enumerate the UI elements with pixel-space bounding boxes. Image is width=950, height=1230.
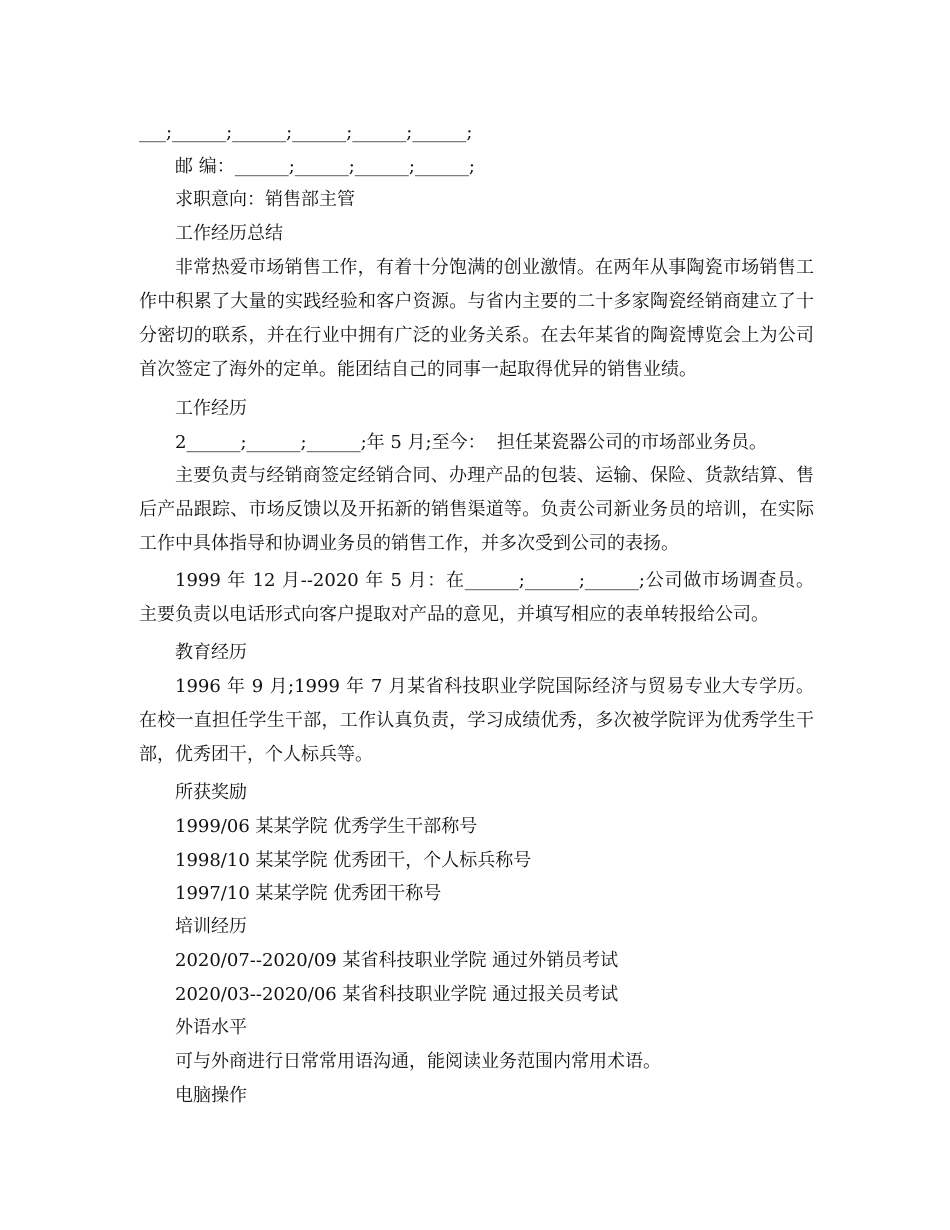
summary-heading: 工作经历总结 — [175, 223, 283, 244]
job1-period-line: 2______;______;______;年 5 月;至今： 担任某瓷器公司的市场部业务员。 — [175, 432, 768, 453]
awards-heading: 所获奖励 — [175, 782, 247, 803]
computer-heading: 电脑操作 — [175, 1085, 247, 1106]
training-item: 2020/03--2020/06 某省科技职业学院 通过报关员考试 — [175, 984, 619, 1005]
job2-description: 1999 年 12 月--2020 年 5 月：在______;______;______;公司做市场调查员。主要负责以电话形式向客户提取对产品的意见，并填写相应的表单转报给公司。 — [139, 570, 814, 625]
experience-heading: 工作经历 — [175, 398, 247, 419]
training-heading: 培训经历 — [175, 916, 247, 937]
summary-paragraph: 非常热爱市场销售工作，有着十分饱满的创业激情。在两年从事陶瓷市场销售工作中积累了大量的实践经验和客户资源。与省内主要的二十多家陶瓷经销商建立了十分密切的联系，并在行业中拥有广泛的业务关系。在去年某省的陶瓷博览会上为公司首次签定了海外的定单。能团结自己的同事一起取得优异的销售业绩。 — [139, 257, 814, 380]
contact-blanks-line: ___;______;______;______;______;______; — [139, 122, 473, 143]
language-text: 可与外商进行日常常用语沟通，能阅读业务范围内常用术语。 — [175, 1051, 661, 1072]
job1-description: 主要负责与经销商签定经销合同、办理产品的包装、运输、保险、货款结算、售后产品跟踪、市场反馈以及开拓新的销售渠道等。负责公司新业务员的培训，在实际工作中具体指导和协调业务员的销售工作，并多次受到公司的表扬。 — [139, 465, 814, 554]
award-item: 1999/06 某某学院 优秀学生干部称号 — [175, 816, 478, 837]
award-item: 1998/10 某某学院 优秀团干，个人标兵称号 — [175, 850, 532, 871]
postal-code-line: 邮 编：______;______;______;______; — [175, 156, 475, 177]
education-heading: 教育经历 — [175, 642, 247, 663]
training-item: 2020/07--2020/09 某省科技职业学院 通过外销员考试 — [175, 950, 619, 971]
language-heading: 外语水平 — [175, 1017, 247, 1038]
education-paragraph: 1996 年 9 月;1999 年 7 月某省科技职业学院国际经济与贸易专业大专学历。在校一直担任学生干部，工作认真负责，学习成绩优秀，多次被学院评为优秀学生干部，优秀团干，个人标兵等。 — [139, 676, 814, 765]
award-item: 1997/10 某某学院 优秀团干称号 — [175, 883, 442, 904]
job-objective: 求职意向：销售部主管 — [175, 189, 355, 210]
